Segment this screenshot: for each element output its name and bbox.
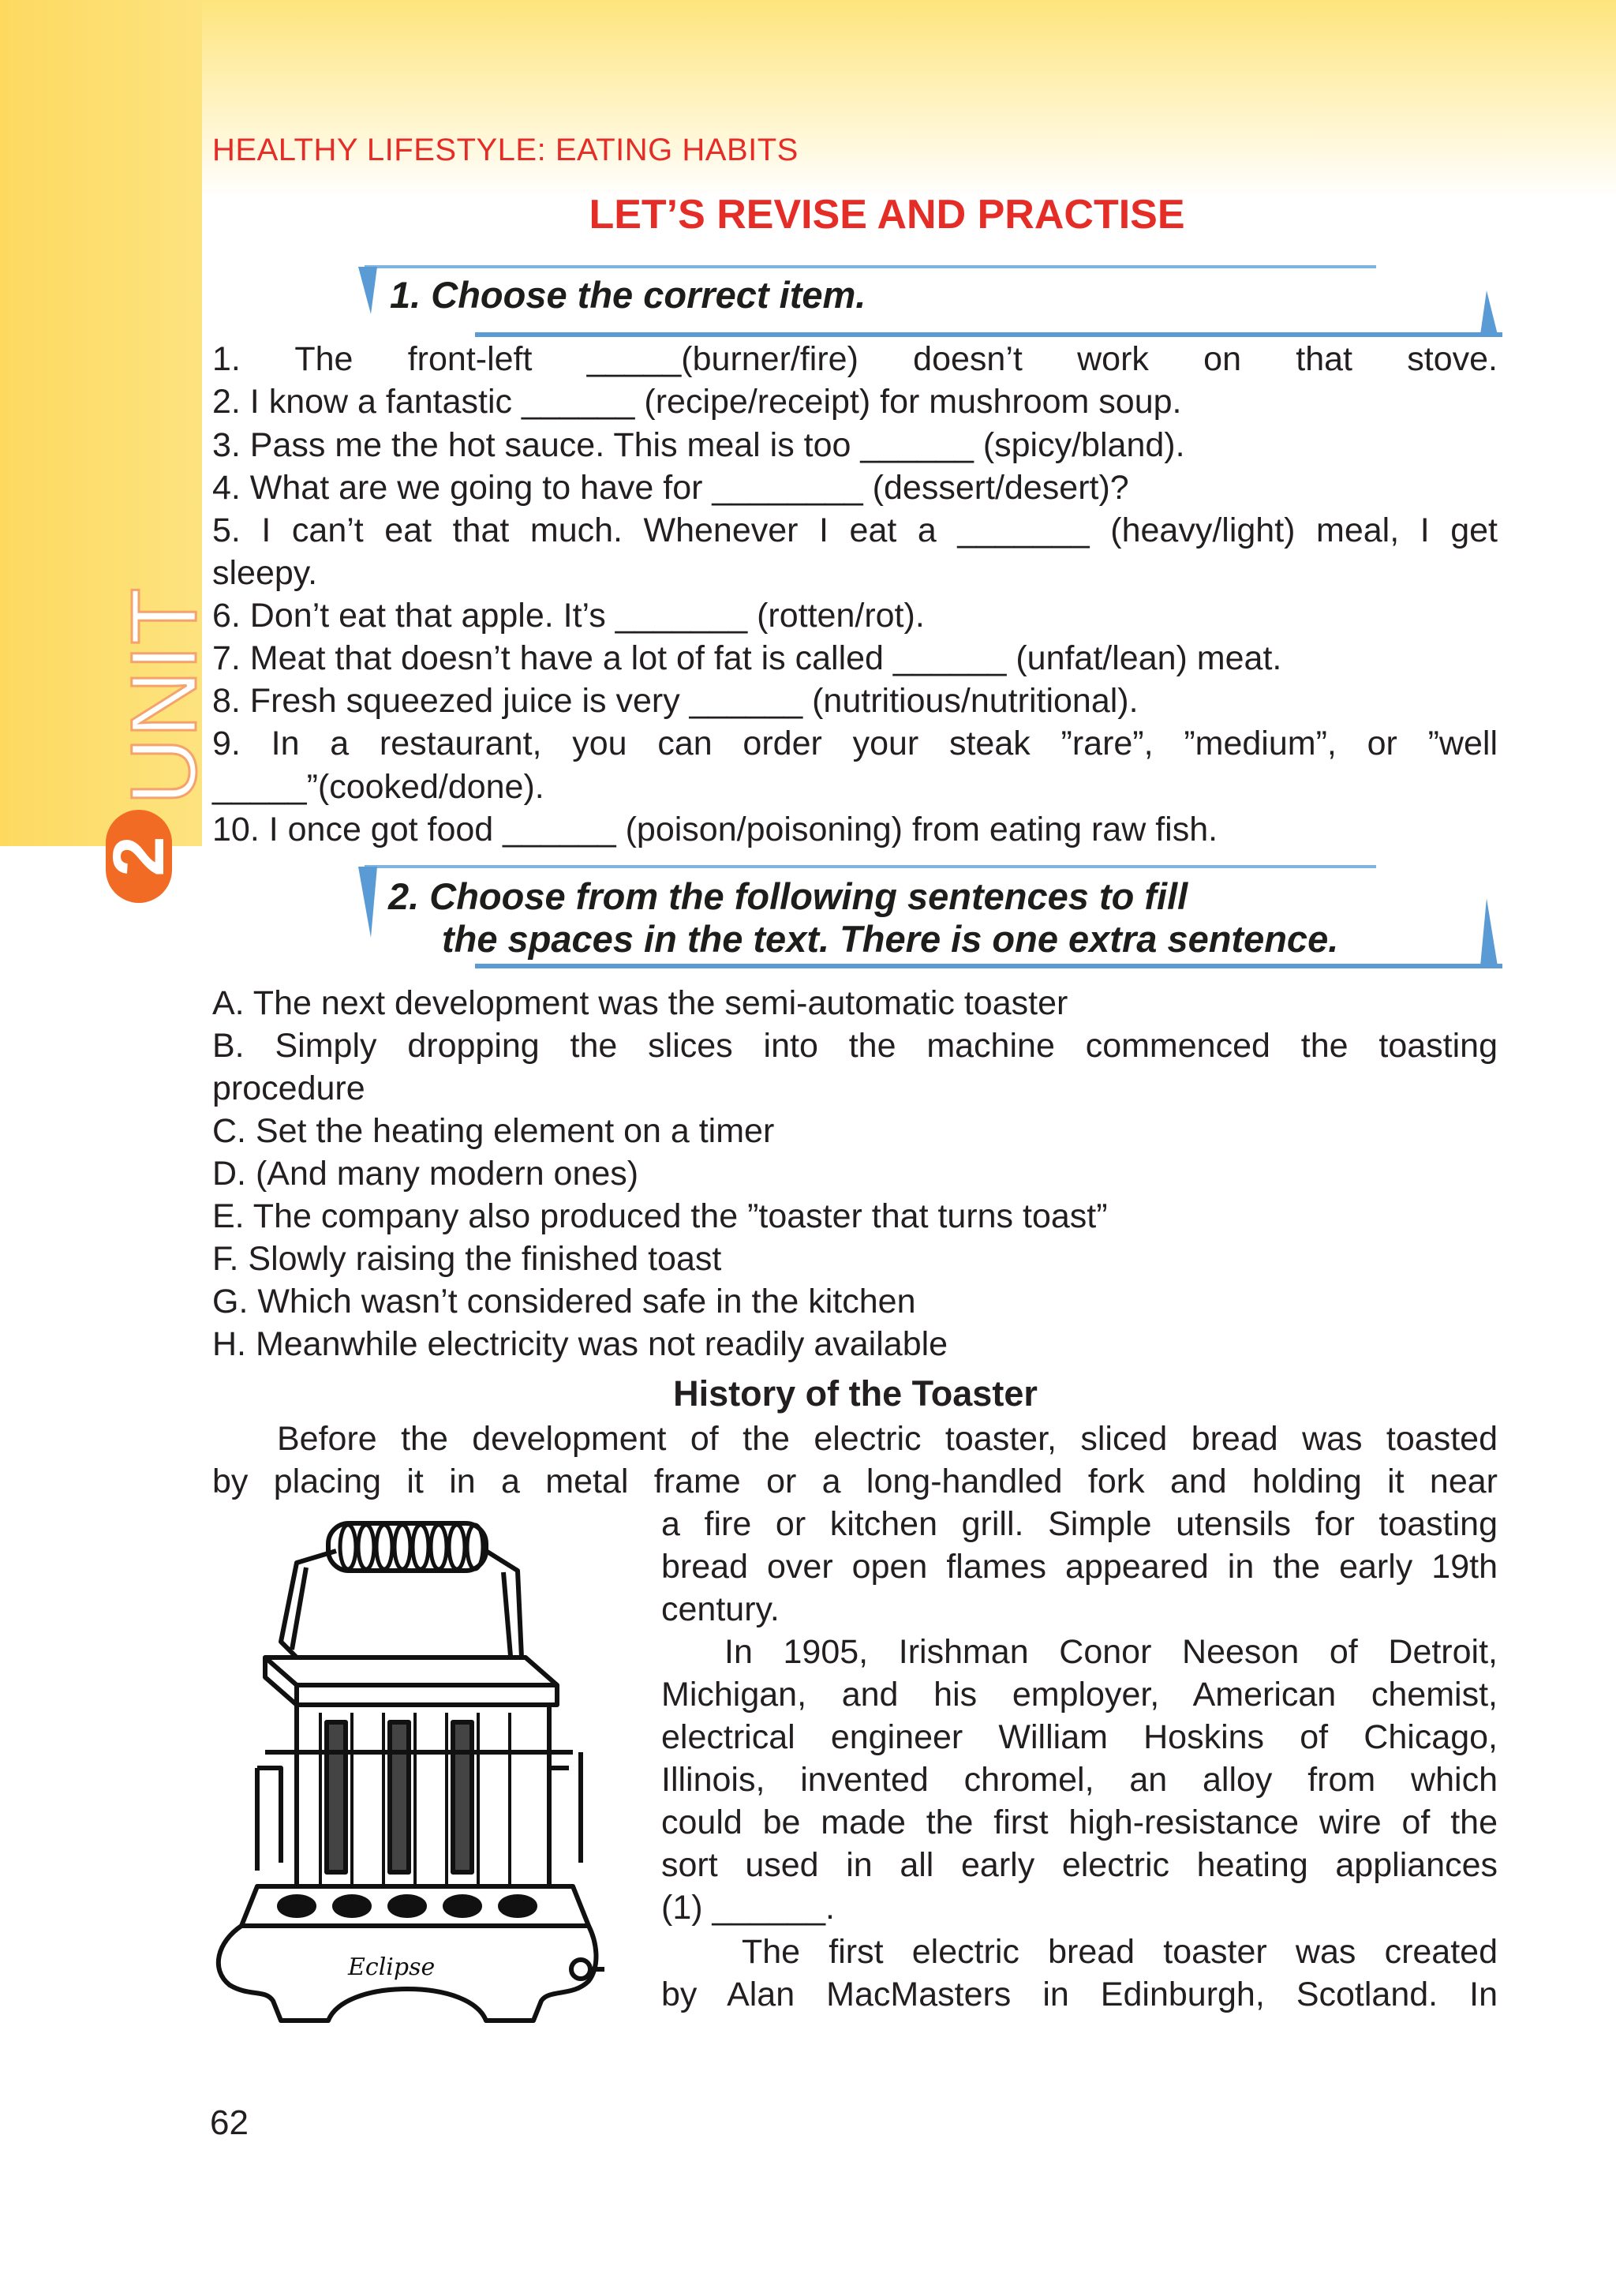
task1-item: 7. Meat that doesn’t have a lot of fat is called ______ (unfat/lean) meat.: [212, 639, 1282, 677]
task2-option: B. Simply dropping the slices into the machine commenced the toasting: [212, 1027, 1498, 1065]
section-label: HEALTHY LIFESTYLE: EATING HABITS: [212, 133, 799, 167]
reading-line: century.: [661, 1590, 780, 1628]
task2-option: F. Slowly raising the finished toast: [212, 1240, 722, 1278]
task2-option: D. (And many modern ones): [212, 1155, 639, 1193]
task2-option: A. The next development was the semi-automatic toaster: [212, 984, 1068, 1022]
reading-line: In 1905, Irishman Conor Neeson of Detroit,: [724, 1633, 1498, 1671]
unit-word: UNIT: [112, 587, 216, 805]
reading-line: Michigan, and his employer, American chemist,: [661, 1676, 1498, 1714]
reading-title: History of the Toaster: [673, 1373, 1038, 1414]
reading-line: Before the development of the electric toaster, sliced bread was toasted: [277, 1420, 1498, 1458]
task1-item: 6. Don’t eat that apple. It’s _______ (rotten/rot).: [212, 597, 925, 635]
reading-line: by Alan MacMasters in Edinburgh, Scotland. In: [661, 1976, 1498, 2013]
reading-line: a fire or kitchen grill. Simple utensils for toasting: [661, 1505, 1498, 1543]
task2-heading-line2: the spaces in the text. There is one extra sentence.: [442, 918, 1339, 960]
task2-option: H. Meanwhile electricity was not readily available: [212, 1325, 948, 1363]
toaster-brand-script: Eclipse: [348, 1953, 436, 1981]
task2-option: G. Which wasn’t considered safe in the kitchen: [212, 1283, 916, 1320]
task2-option: procedure: [212, 1069, 365, 1107]
reading-line: (1) ______.: [661, 1889, 835, 1927]
unit-number-badge: [99, 810, 179, 903]
task1-heading: 1. Choose the correct item.: [390, 274, 866, 316]
task2-heading-line1: 2. Choose from the following sentences to fill: [388, 875, 1188, 917]
reading-line: sort used in all early electric heating appliances: [661, 1846, 1498, 1884]
page-number: 62: [210, 2103, 249, 2142]
task1-item: sleepy.: [212, 554, 318, 592]
task2-option: E. The company also produced the ”toaster that turns toast”: [212, 1197, 1108, 1235]
task1-item: 1. The front-left _____(burner/fire) doesn’t work on that stove.: [212, 340, 1498, 378]
task1-item: 8. Fresh squeezed juice is very ______ (nutritious/nutritional).: [212, 682, 1139, 720]
page-title: LET’S REVISE AND PRACTISE: [589, 192, 1185, 238]
task1-item: _____”(cooked/done).: [212, 768, 544, 806]
task1-item: 3. Pass me the hot sauce. This meal is too ______ (spicy/bland).: [212, 426, 1185, 464]
task2-banner: [357, 860, 1502, 971]
unit-number: 2: [99, 836, 179, 877]
task1-item: 5. I can’t eat that much. Whenever I eat a _______ (heavy/light) meal, I get: [212, 511, 1498, 549]
reading-line: The first electric bread toaster was created: [742, 1933, 1498, 1971]
unit-word-vertical: [103, 552, 221, 813]
reading-line: Illinois, invented chromel, an alloy from which: [661, 1761, 1498, 1799]
reading-line: could be made the first high-resistance wire of the: [661, 1803, 1498, 1841]
toaster-illustration: [210, 1515, 604, 2028]
task1-banner: [357, 260, 1502, 339]
task2-option: C. Set the heating element on a timer: [212, 1112, 775, 1150]
task1-item: 9. In a restaurant, you can order your steak ”rare”, ”medium”, or ”well: [212, 725, 1498, 762]
task1-item: 2. I know a fantastic ______ (recipe/receipt) for mushroom soup.: [212, 383, 1182, 421]
reading-line: electrical engineer William Hoskins of Chicago,: [661, 1718, 1498, 1756]
reading-line: by placing it in a metal frame or a long-handled fork and holding it near: [212, 1463, 1498, 1500]
task1-item: 4. What are we going to have for ________ (dessert/desert)?: [212, 469, 1129, 507]
reading-line: bread over open flames appeared in the early 19th: [661, 1548, 1498, 1586]
task1-item: 10. I once got food ______ (poison/poisoning) from eating raw fish.: [212, 811, 1218, 848]
